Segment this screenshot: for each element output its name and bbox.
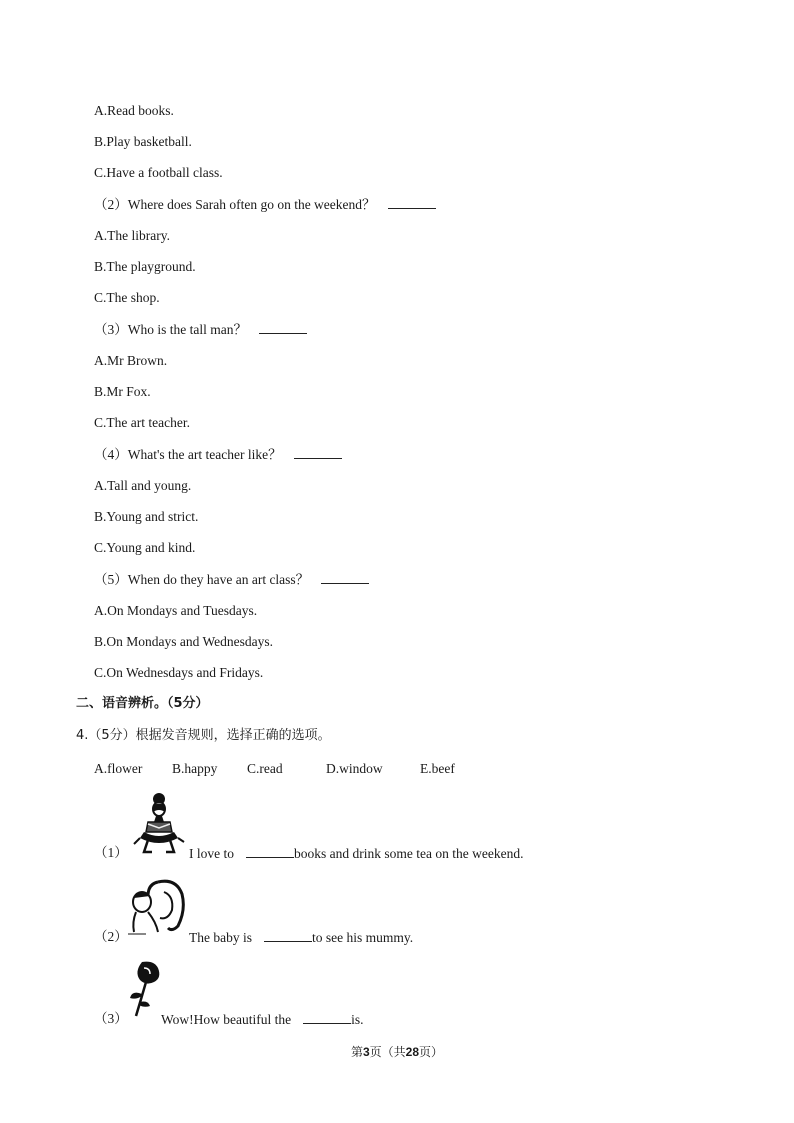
q2-option-b: B.The playground. — [94, 259, 196, 274]
page-footer: 第3页（共28页） — [350, 1045, 444, 1059]
item-3-number: （3） — [94, 1011, 128, 1026]
flower-picture — [124, 960, 164, 1018]
q3-option-b: B.Mr Fox. — [94, 384, 151, 399]
page-number: 3 — [362, 1045, 370, 1059]
answer-blank[interactable] — [264, 929, 312, 942]
item-1-number: （1） — [94, 845, 128, 860]
answer-blank[interactable] — [294, 446, 342, 459]
answer-blank[interactable] — [259, 321, 307, 334]
q1-option-c: C.Have a football class. — [94, 165, 223, 180]
item-3-sentence: Wow!How beautiful the is. — [161, 1012, 364, 1027]
answer-blank[interactable] — [321, 571, 369, 584]
word-option-d: D.window — [326, 761, 383, 776]
answer-blank[interactable] — [388, 196, 436, 209]
page-total: 28 — [405, 1045, 420, 1059]
q4-option-c: C.Young and kind. — [94, 540, 196, 555]
q4-prompt: （4）What's the art teacher like？ — [94, 446, 342, 463]
q5-option-c: C.On Wednesdays and Fridays. — [94, 665, 264, 680]
item-2-number: （2） — [94, 929, 128, 944]
q2-option-c: C.The shop. — [94, 290, 160, 305]
answer-blank[interactable] — [246, 845, 294, 858]
q5-option-b: B.On Mondays and Wednesdays. — [94, 634, 274, 649]
q4-option-a: A.Tall and young. — [94, 478, 192, 493]
word-option-e: E.beef — [420, 761, 455, 776]
q1-option-b: B.Play basketball. — [94, 134, 192, 149]
q3-option-c: C.The art teacher. — [94, 415, 190, 430]
q5-option-a: A.On Mondays and Tuesdays. — [94, 603, 258, 618]
girl-reading-picture — [128, 792, 186, 856]
word-option-c: C.read — [247, 761, 283, 776]
item-1-sentence: I love to books and drink some tea on the weekend. — [189, 846, 524, 861]
q2-prompt: （2）Where does Sarah often go on the weekend？ — [94, 196, 436, 213]
q3-option-a: A.Mr Brown. — [94, 353, 168, 368]
q5-prompt: （5）When do they have an art class？ — [94, 571, 369, 588]
q2-option-a: A.The library. — [94, 228, 170, 243]
mother-and-baby-picture — [128, 876, 190, 938]
word-options — [94, 761, 455, 777]
question-4-prompt: 4.（5分）根据发音规则，选择正确的选项。 — [76, 728, 331, 743]
answer-blank[interactable] — [303, 1011, 351, 1024]
q4-option-b: B.Young and strict. — [94, 509, 199, 524]
section-heading: 二、语音辨析。（5分） — [76, 696, 209, 711]
word-option-a: A.flower — [94, 761, 143, 776]
q3-prompt: （3）Who is the tall man？ — [94, 321, 307, 338]
item-2-sentence: The baby is to see his mummy. — [189, 930, 414, 945]
q1-option-a: A.Read books. — [94, 103, 174, 118]
word-option-b: B.happy — [172, 761, 218, 776]
